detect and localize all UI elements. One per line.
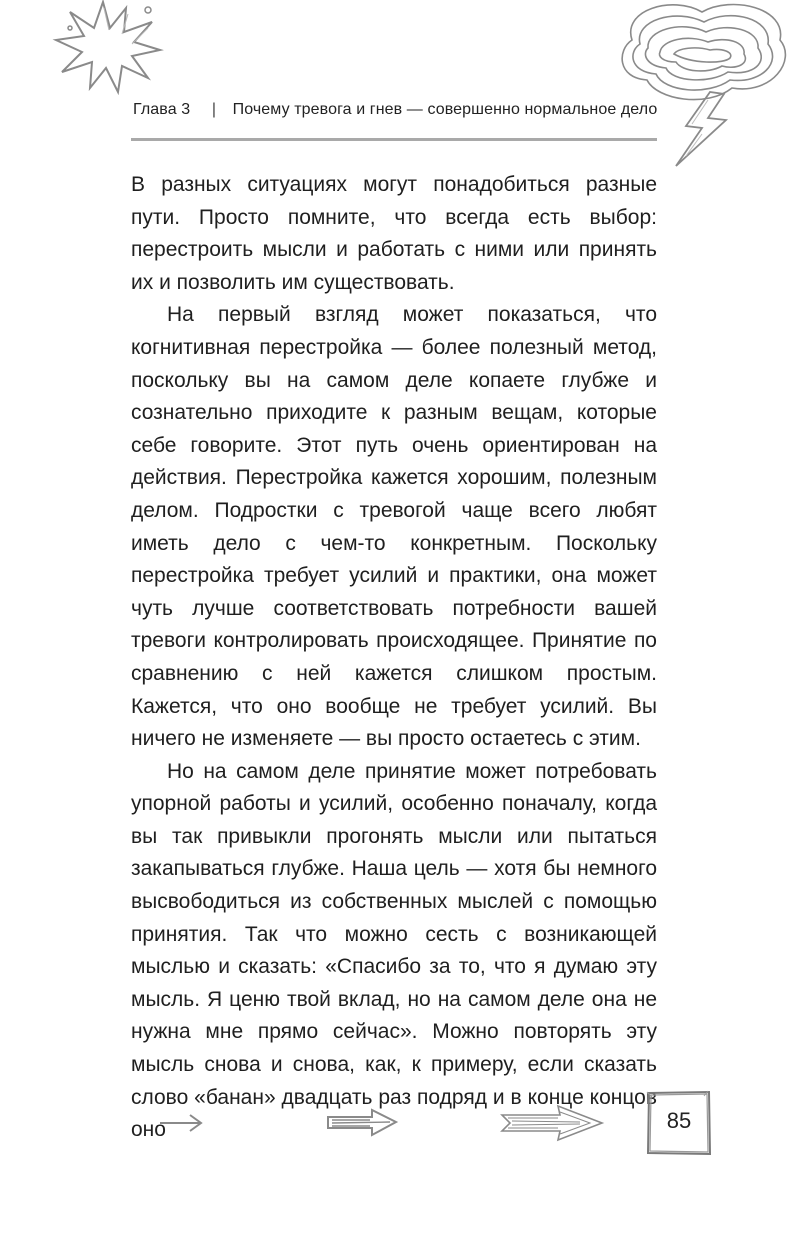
lightning-bolt-doodle-icon bbox=[672, 90, 732, 170]
chapter-title: Почему тревога и гнев — совершенно нормальное дело bbox=[232, 101, 658, 118]
running-header bbox=[133, 101, 658, 119]
paragraph: В разных ситуациях могут понадобиться разные пути. Просто помните, что всегда есть выбор: перестроить мысли и работать с ними или принять их и позволить им существовать. bbox=[131, 173, 657, 294]
thin-arrow-icon bbox=[160, 1115, 201, 1131]
paragraph: Но на самом деле принятие может потребовать упорной работы и усилий, особенно поначалу, когда вы так привыкли прогонять мысли или пытаться закапываться глубже. Наша цель — хотя бы немного высвободиться из собственных мыслей с помощью принятия. Так что можно сесть с возникающей мыслью и сказать: «Спасибо за то, что я думаю эту мысль. Я ценю твой вклад, но на самом деле она не нужна мне прямо сейчас». Можно повторять эту мысль снова и снова, как, к примеру, если сказать слово «банан» двадцать раз подряд и в конце концов оно bbox=[131, 759, 657, 1142]
paragraph: На первый взгляд может показаться, что когнитивная перестройка — более полезный метод, поскольку вы на самом деле копаете глубже и сознательно приходите к разным вещам, которые себе говорите. Этот путь очень ориентирован на действия. Перестройка кажется хорошим, полезным делом. Подростки с тревогой чаще всего любят иметь дело с чем-то конкретным. Поскольку перестройка требует усилий и практики, она может чуть лучше соответствовать потребности вашей тревоги контролировать происходящее. Принятие по сравнению с ней кажется слишком простым. Кажется, что оно вообще не требует усилий. Вы ничего не изменяете — вы просто остаетесь с этим. bbox=[131, 303, 657, 751]
starburst-doodle-icon bbox=[48, 0, 168, 95]
header-separator: | bbox=[211, 101, 217, 118]
chapter-label: Глава 3 bbox=[133, 101, 191, 118]
arrows-doodle bbox=[150, 1098, 610, 1148]
bold-arrow-icon bbox=[328, 1110, 396, 1135]
header-rule bbox=[131, 138, 657, 141]
page-number: 85 bbox=[666, 1108, 692, 1133]
body-text bbox=[131, 169, 657, 1147]
sketchy-arrow-icon bbox=[502, 1106, 602, 1140]
